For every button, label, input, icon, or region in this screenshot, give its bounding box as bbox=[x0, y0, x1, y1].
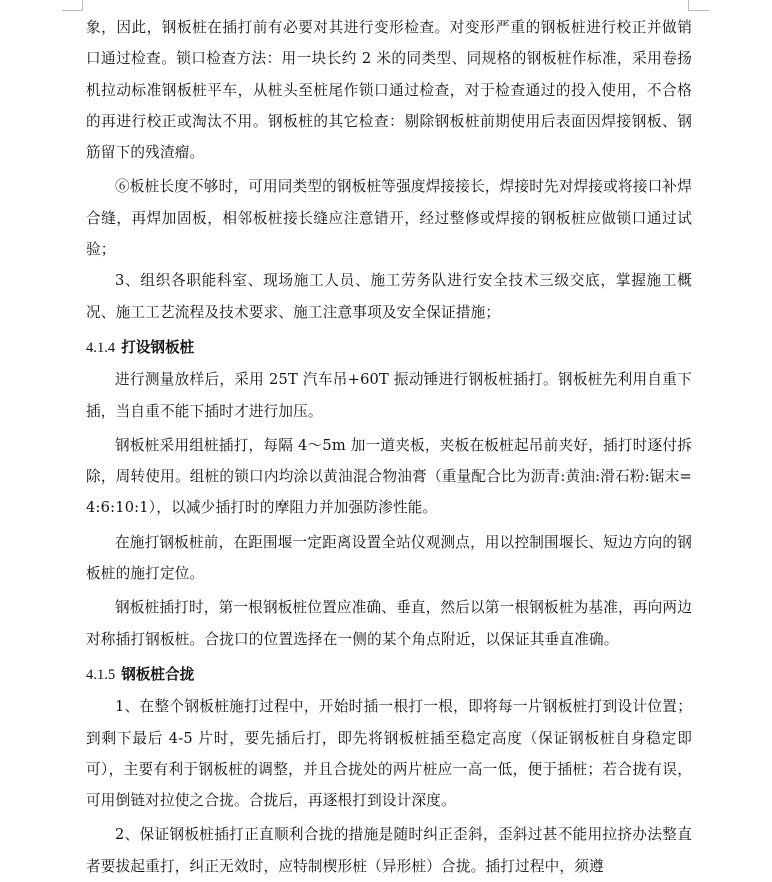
paragraph-pile-length: ⑥板桩长度不够时，可用同类型的钢板桩等强度焊接接长，焊接时先对焊接或将接口补焊合缝，再焊加固板，相邻板桩接长缝应注意错开，经过整修或焊接的钢板桩应做锁口通过试验； bbox=[86, 178, 692, 259]
paragraph-first-pile: 钢板桩插打时，第一根钢板桩位置应准确、垂直，然后以第一根钢板桩为基准，再向两边对称插打钢板桩。合拢口的位置选择在一侧的某个角点附近，以保证其垂直准确。 bbox=[86, 599, 692, 648]
crop-mark-top-left bbox=[62, 0, 83, 11]
paragraph-survey-driving: 进行测量放样后，采用 25T 汽车吊+60T 振动锤进行钢板桩插打。钢板桩先利用自重下插，当自重不能下插时才进行加压。 bbox=[86, 371, 692, 420]
section-title: 钢板桩合拢 bbox=[121, 665, 195, 683]
section-number: 4.1.5 bbox=[86, 666, 116, 683]
section-heading-4-1-5 bbox=[86, 659, 692, 691]
section-number: 4.1.4 bbox=[86, 339, 116, 356]
section-title: 打设钢板桩 bbox=[121, 338, 195, 356]
paragraph-safety-briefing: 3、组织各职能科室、现场施工人员、施工劳务队进行安全技术三级交底，掌握施工概况、施工工艺流程及技术要求、施工注意事项及安全保证措施； bbox=[86, 272, 692, 321]
paragraph-closure-measures: 2、保证钢板桩插打正直顺利合拢的措施是随时纠正歪斜，歪斜过甚不能用拉挤办法整直者要拔起重打，纠正无效时，应特制楔形桩（异形桩）合拢。插打过程中，须遵 bbox=[86, 826, 692, 875]
crop-mark-top-right bbox=[688, 0, 709, 11]
paragraph-group-driving: 钢板桩采用组桩插打，每隔 4～5m 加一道夹板，夹板在板桩起吊前夹好，插打时逐付拆除，周转使用。组桩的锁口内均涂以黄油混合物油膏（重量配合比为沥青:黄油:滑石粉:锯末=4:6:10:1），以减少插打时的摩阻力并加强防渗性能。 bbox=[86, 436, 692, 517]
section-heading-4-1-4 bbox=[86, 332, 692, 364]
paragraph-lock-inspection: 象，因此，钢板桩在插打前有必要对其进行变形检查。对变形严重的钢板桩进行校正并做销口通过检查。锁口检查方法：用一块长约 2 米的同类型、同规格的钢板桩作标准，采用卷扬机拉动标准钢板桩平车，从桩头至桩尾作锁口通过检查，对于检查通过的投入使用，不合格的再进行校正或淘汰不用。钢板桩的其它检查：剔除钢板桩前期使用后表面因焊接钢板、钢筋留下的残渣瘤。 bbox=[86, 19, 692, 162]
document-body bbox=[86, 12, 692, 882]
paragraph-closure-process: 1、在整个钢板桩施打过程中，开始时插一根打一根，即将每一片钢板桩打到设计位置；到剩下最后 4-5 片时，要先插后打，即先将钢板桩插至稳定高度（保证钢板桩自身稳定即可），主要有利于钢板桩的调整，并且合拢处的两片桩应一高一低，便于插桩；若合拢有误，可用倒链对拉使之合拢。合拢后，再逐根打到设计深度。 bbox=[86, 698, 692, 810]
paragraph-observation-point: 在施打钢板桩前，在距围堰一定距离设置全站仪观测点，用以控制围堰长、短边方向的钢板桩的施打定位。 bbox=[86, 533, 692, 583]
